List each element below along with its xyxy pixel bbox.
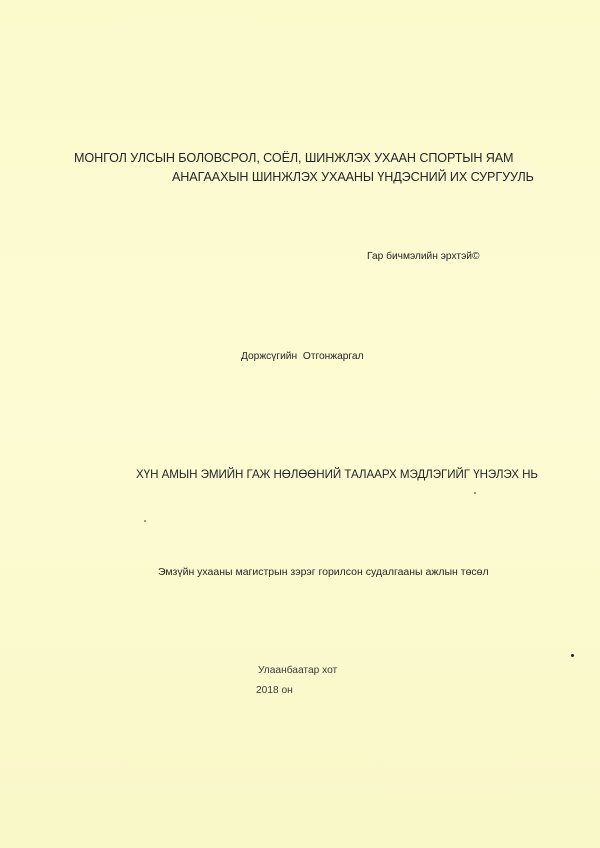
year: 2018 он: [256, 685, 293, 696]
scan-speck: [474, 492, 476, 494]
institution-line-2: АНАГААХЫН ШИНЖЛЭХ УХААНЫ ҮНДЭСНИЙ ИХ СУРГУУЛЬ: [172, 170, 534, 184]
thesis-title: ХҮН АМЫН ЭМИЙН ГАЖ НӨЛӨӨНИЙ ТАЛААРХ МЭДЛЭГИЙГ ҮНЭЛЭХ НЬ: [136, 468, 538, 481]
copyright-note: Гар бичмэлийн эрхтэй©: [367, 251, 480, 262]
author-name: Доржсүгийн Отгонжаргал: [241, 351, 364, 362]
city: Улаанбаатар хот: [258, 665, 338, 676]
scan-speck: [144, 520, 146, 522]
institution-line-1: МОНГОЛ УЛСЫН БОЛОВСРОЛ, СОЁЛ, ШИНЖЛЭХ УХААН СПОРТЫН ЯАМ: [74, 151, 514, 165]
thesis-subtitle: Эмзүйн ухааны магистрын зэрэг горилсон судалгааны ажлын төсөл: [158, 566, 489, 578]
scan-speck: [571, 654, 574, 657]
